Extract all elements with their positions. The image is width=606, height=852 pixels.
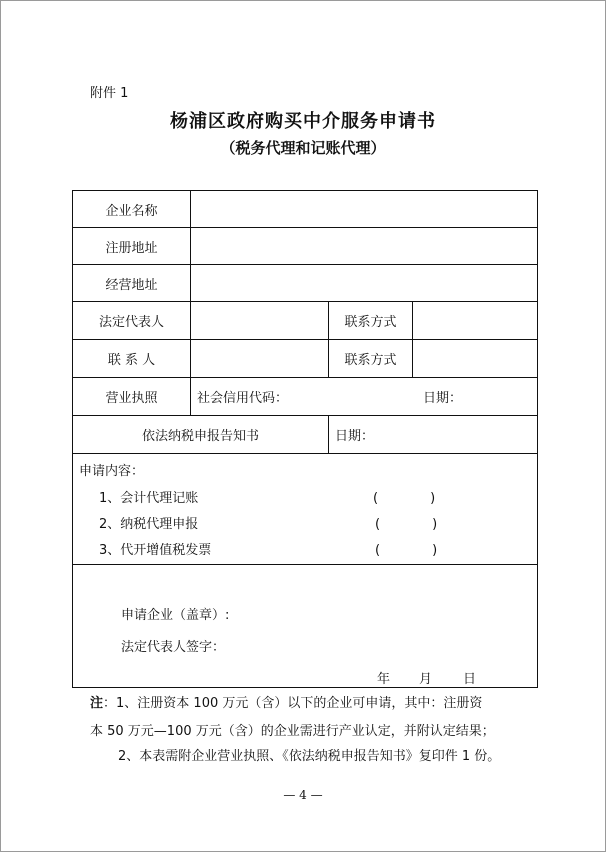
credit-code-label: 社会信用代码： bbox=[197, 391, 289, 406]
contact-method-field-1[interactable] bbox=[413, 302, 537, 339]
row-legal-representative bbox=[73, 302, 537, 340]
apply-item-accounting-checkbox[interactable]: ( ) bbox=[373, 491, 436, 506]
document-title: 杨浦区政府购买中介服务申请书 bbox=[170, 111, 436, 132]
company-name-field[interactable] bbox=[191, 191, 537, 227]
row-company-name bbox=[73, 191, 537, 228]
tax-notice-date-label: 日期： bbox=[335, 429, 375, 444]
contact-method-label-1: 联系方式 bbox=[329, 302, 413, 339]
note-prefix: 注 bbox=[90, 696, 104, 711]
signature-block bbox=[73, 565, 537, 687]
attachment-label: 附件 1 bbox=[90, 86, 129, 101]
business-address-label: 经营地址 bbox=[73, 265, 191, 301]
registered-address-field[interactable] bbox=[191, 228, 537, 264]
license-date-label: 日期： bbox=[423, 391, 463, 406]
business-license-label: 营业执照 bbox=[73, 378, 191, 415]
row-business-address bbox=[73, 265, 537, 302]
sign-year-label: 年 bbox=[377, 672, 391, 687]
contact-method-label-2: 联系方式 bbox=[329, 340, 413, 377]
apply-item-tax-filing: 2、纳税代理申报 bbox=[99, 517, 199, 532]
application-form bbox=[72, 190, 538, 688]
contact-person-field[interactable] bbox=[191, 340, 329, 377]
row-registered-address bbox=[73, 228, 537, 265]
company-name-label: 企业名称 bbox=[73, 191, 191, 227]
apply-item-vat-invoice: 3、代开增值税发票 bbox=[99, 543, 212, 558]
document-subtitle: （税务代理和记账代理） bbox=[220, 139, 386, 157]
registered-address-label: 注册地址 bbox=[73, 228, 191, 264]
apply-item-vat-invoice-checkbox[interactable]: ( ) bbox=[375, 543, 438, 558]
business-address-field[interactable] bbox=[191, 265, 537, 301]
apply-item-accounting: 1、会计代理记账 bbox=[99, 491, 199, 506]
sign-day-label: 日 bbox=[463, 672, 477, 687]
contact-person-label: 联 系 人 bbox=[73, 340, 191, 377]
row-contact-person bbox=[73, 340, 537, 378]
row-tax-notice bbox=[73, 416, 537, 454]
row-business-license bbox=[73, 378, 537, 416]
sign-month-label: 月 bbox=[419, 672, 433, 687]
tax-notice-label: 依法纳税申报告知书 bbox=[73, 416, 329, 453]
note-line-1 bbox=[90, 694, 482, 714]
apply-item-tax-filing-checkbox[interactable]: ( ) bbox=[375, 517, 438, 532]
applicant-seal-label: 申请企业（盖章）: bbox=[121, 608, 230, 623]
apply-content-block bbox=[73, 454, 537, 565]
contact-method-field-2[interactable] bbox=[413, 340, 537, 377]
note-line-2: 本 50 万元—100 万元（含）的企业需进行产业认定，并附认定结果； bbox=[90, 724, 495, 739]
note-line-3: 2、本表需附企业营业执照、《依法纳税申报告知书》复印件 1 份。 bbox=[118, 749, 501, 764]
legal-rep-field[interactable] bbox=[191, 302, 329, 339]
legal-rep-label: 法定代表人 bbox=[73, 302, 191, 339]
legal-rep-sign-label: 法定代表人签字： bbox=[121, 640, 226, 655]
apply-content-label: 申请内容： bbox=[79, 464, 145, 479]
page-number: — 4 — bbox=[283, 788, 323, 802]
note-line-1-text: ：1、注册资本 100 万元（含）以下的企业可申请，其中：注册资 bbox=[103, 696, 483, 711]
